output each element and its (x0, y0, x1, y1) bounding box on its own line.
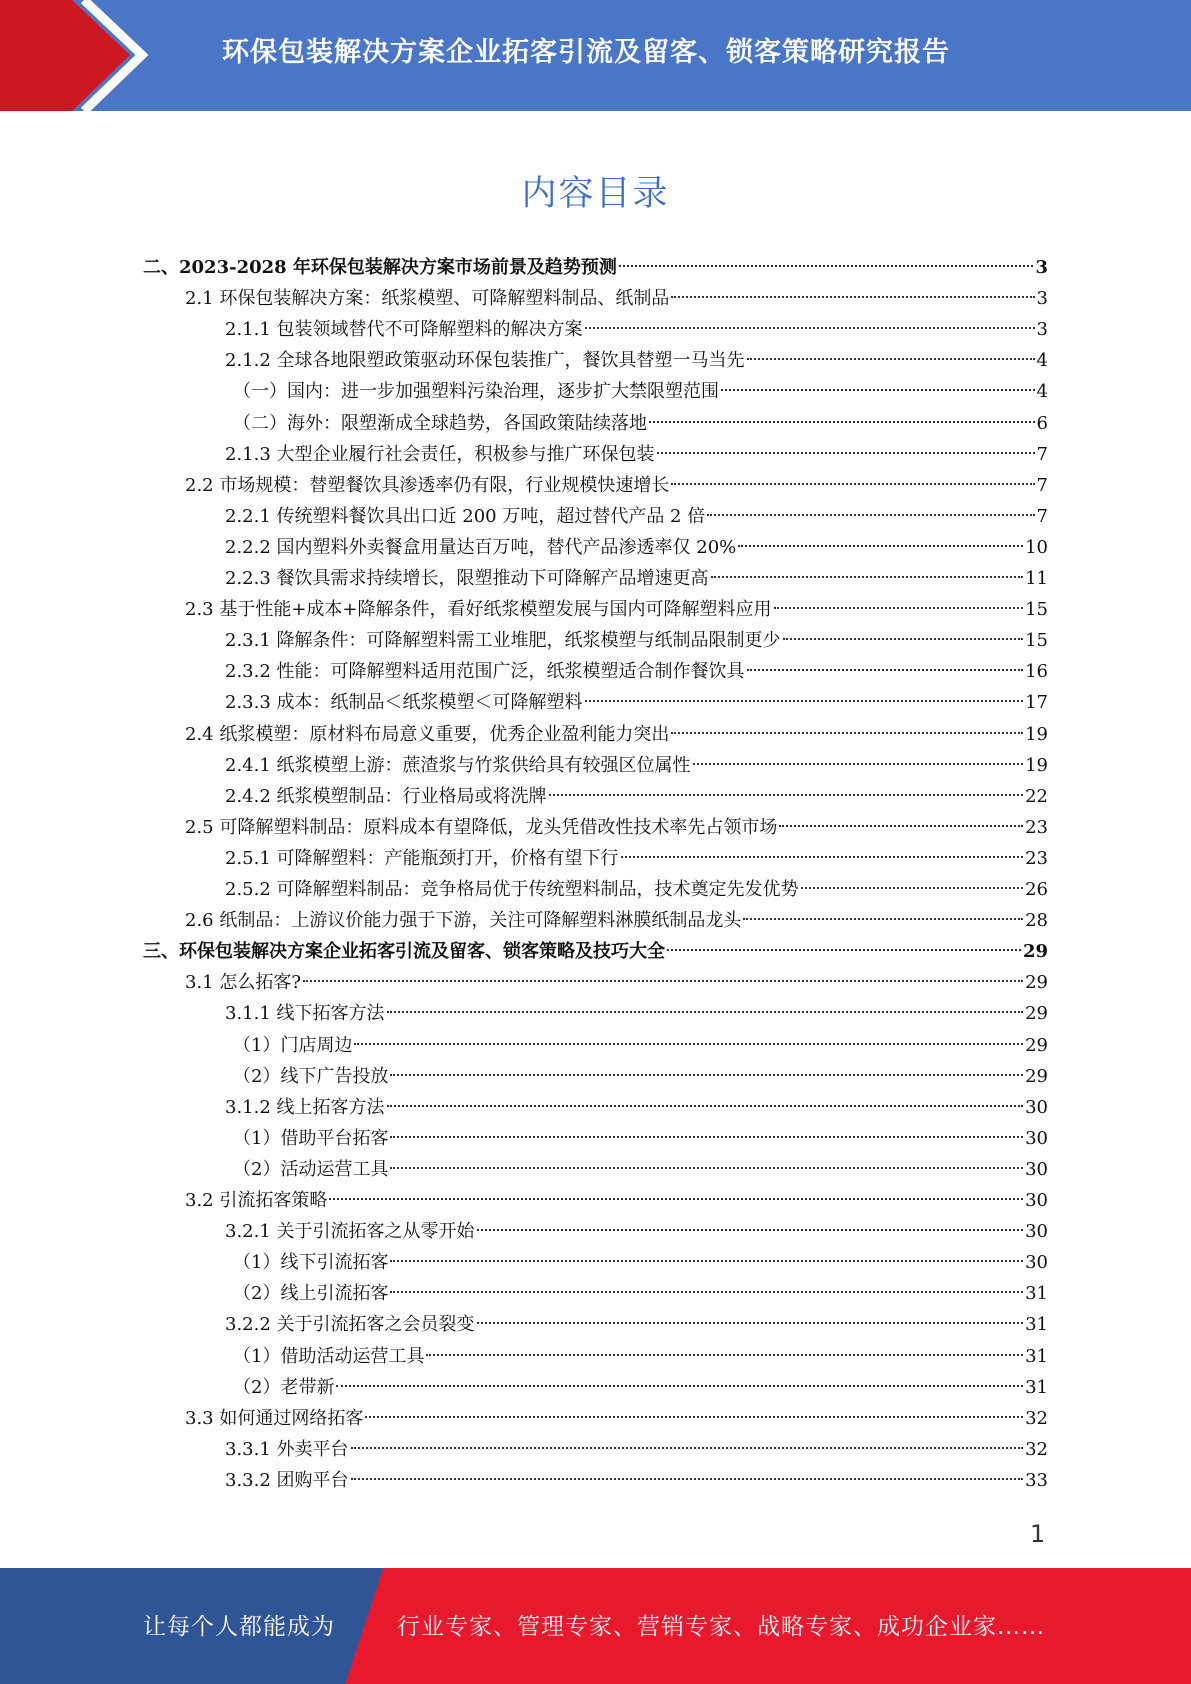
toc-entry-label: 2.1.2 全球各地限塑政策驱动环保包装推广，餐饮具替塑一马当先 (225, 350, 745, 371)
toc-entry-label: 2.3.1 降解条件：可降解塑料需工业堆肥，纸浆模塑与纸制品限制更少 (225, 630, 781, 651)
toc-leader-dots (779, 825, 1023, 827)
toc-entry-page: 7 (1036, 475, 1048, 496)
toc-entry-label: 3.3 如何通过网络拓客 (185, 1408, 364, 1429)
toc-entry-page: 30 (1025, 1190, 1048, 1211)
toc-leader-dots (354, 1043, 1023, 1045)
toc-entry[interactable] (185, 906, 1048, 936)
toc-entry-label: 2.1 环保包装解决方案：纸浆模塑、可降解塑料制品、纸制品 (185, 288, 670, 309)
toc-entry[interactable] (143, 937, 1048, 967)
toc-entry-page: 23 (1025, 848, 1048, 869)
toc-entry-page: 31 (1025, 1346, 1048, 1367)
toc-entry-page: 29 (1025, 972, 1048, 993)
toc-leader-dots (801, 887, 1024, 889)
toc-entry[interactable] (225, 502, 1048, 532)
toc-leader-dots (351, 1447, 1024, 1449)
toc-entry-label: 3.2 引流拓客策略 (185, 1190, 328, 1211)
toc-entry[interactable] (233, 1279, 1048, 1309)
toc-leader-dots (390, 1167, 1023, 1169)
toc-entry-page: 4 (1036, 381, 1048, 402)
toc-entry[interactable] (225, 844, 1048, 874)
toc-heading: 内容目录 (521, 174, 670, 214)
report-header (0, 0, 1191, 111)
toc-entry-page: 11 (1025, 568, 1048, 589)
toc-leader-dots (619, 265, 1034, 267)
toc-entry[interactable] (225, 751, 1048, 781)
toc-entry-page: 28 (1025, 910, 1048, 931)
toc-entry-page: 7 (1036, 444, 1048, 465)
toc-entry[interactable] (233, 1124, 1048, 1154)
toc-entry-page: 29 (1025, 1066, 1048, 1087)
toc-entry[interactable] (225, 1310, 1048, 1340)
toc-entry-page: 3 (1036, 288, 1048, 309)
toc-entry-label: （2）老带新 (233, 1377, 335, 1398)
toc-entry-page: 19 (1025, 755, 1048, 776)
toc-entry[interactable] (225, 315, 1048, 345)
toc-entry[interactable] (225, 1435, 1048, 1465)
toc-entry-page: 23 (1025, 817, 1048, 838)
toc-entry-page: 6 (1036, 413, 1048, 434)
toc-leader-dots (426, 1354, 1023, 1356)
toc-leader-dots (329, 1198, 1023, 1200)
toc-leader-dots (738, 545, 1023, 547)
toc-entry-page: 30 (1025, 1252, 1048, 1273)
toc-leader-dots (667, 949, 1021, 951)
toc-entry-label: 2.4.2 纸浆模塑制品：行业格局或将洗牌 (225, 786, 547, 807)
toc-entry[interactable] (225, 533, 1048, 563)
toc-entry-page: 26 (1025, 879, 1048, 900)
toc-entry-page: 31 (1025, 1377, 1048, 1398)
toc-leader-dots (721, 389, 1035, 391)
toc-entry-label: （1）线下引流拓客 (233, 1252, 389, 1273)
toc-entry[interactable] (225, 782, 1048, 812)
toc-entry[interactable] (225, 626, 1048, 656)
toc-entry[interactable] (233, 1248, 1048, 1278)
toc-entry[interactable] (185, 284, 1048, 314)
toc-leader-dots (783, 638, 1024, 640)
toc-entry-label: 2.1.1 包装领域替代不可降解塑料的解决方案 (225, 319, 583, 340)
toc-entry[interactable] (225, 1093, 1048, 1123)
toc-entry-page: 33 (1025, 1470, 1048, 1491)
toc-entry[interactable] (225, 440, 1048, 470)
toc-entry-label: 二、2023-2028 年环保包装解决方案市场前景及趋势预测 (143, 257, 617, 278)
toc-leader-dots (747, 669, 1024, 671)
toc-leader-dots (390, 1260, 1023, 1262)
toc-entry-page: 7 (1036, 506, 1048, 527)
toc-entry-label: 3.3.1 外卖平台 (225, 1439, 349, 1460)
toc-entry-label: 2.2.3 餐饮具需求持续增长，限塑推动下可降解产品增速更高 (225, 568, 709, 589)
toc-leader-dots (671, 296, 1034, 298)
toc-entry-label: 2.5.1 可降解塑料：产能瓶颈打开，价格有望下行 (225, 848, 619, 869)
toc-leader-dots (390, 1291, 1023, 1293)
toc-entry[interactable] (143, 253, 1048, 283)
toc-entry-label: 2.4.1 纸浆模塑上游：蔗渣浆与竹浆供给具有较强区位属性 (225, 755, 691, 776)
toc-entry-label: 2.3.2 性能：可降解塑料适用范围广泛，纸浆模塑适合制作餐饮具 (225, 661, 745, 682)
toc-entry-label: 2.3 基于性能+成本+降解条件，看好纸浆模塑发展与国内可降解塑料应用 (185, 599, 772, 620)
toc-leader-dots (365, 1416, 1023, 1418)
toc-entry[interactable] (225, 346, 1048, 376)
toc-entry-label: 2.5 可降解塑料制品：原料成本有望降低，龙头凭借改性技术率先占领市场 (185, 817, 778, 838)
toc-entry-page: 30 (1025, 1128, 1048, 1149)
toc-leader-dots (387, 1011, 1024, 1013)
toc-entry-page: 30 (1025, 1221, 1048, 1242)
report-title: 环保包装解决方案企业拓客引流及留客、锁客策略研究报告 (222, 37, 950, 68)
toc-entry-label: （二）海外：限塑渐成全球趋势，各国政策陆续落地 (233, 413, 647, 434)
toc-entry-page: 31 (1025, 1314, 1048, 1335)
toc-leader-dots (649, 421, 1035, 423)
page-number: 1 (1030, 1520, 1046, 1548)
toc-leader-dots (477, 1229, 1024, 1231)
toc-entry[interactable] (233, 1342, 1048, 1372)
toc-entry-label: 2.5.2 可降解塑料制品：竞争格局优于传统塑料制品，技术奠定先发优势 (225, 879, 799, 900)
toc-entry-label: 2.2.2 国内塑料外卖餐盒用量达百万吨，替代产品渗透率仅 20% (225, 537, 737, 558)
toc-entry[interactable] (225, 875, 1048, 905)
report-footer (0, 1568, 1191, 1684)
toc-entry[interactable] (225, 657, 1048, 687)
toc-entry-page: 29 (1025, 1035, 1048, 1056)
toc-entry-page: 31 (1025, 1283, 1048, 1304)
toc-entry-label: 2.4 纸浆模塑：原材料布局意义重要，优秀企业盈利能力突出 (185, 724, 670, 745)
toc-entry[interactable] (185, 720, 1048, 750)
toc-entry[interactable] (233, 1062, 1048, 1092)
toc-entry-page: 32 (1025, 1408, 1048, 1429)
toc-entry-page: 10 (1025, 537, 1048, 558)
toc-entry-label: （2）线上引流拓客 (233, 1283, 389, 1304)
toc-entry[interactable] (225, 1217, 1048, 1247)
toc-entry[interactable] (233, 1373, 1048, 1403)
toc-leader-dots (336, 1385, 1023, 1387)
toc-entry-page: 29 (1022, 941, 1048, 962)
toc-leader-dots (693, 763, 1024, 765)
toc-entry-page: 4 (1036, 350, 1048, 371)
toc-entry-label: （一）国内：进一步加强塑料污染治理，逐步扩大禁限塑范围 (233, 381, 719, 402)
toc-entry-label: 2.2 市场规模：替塑餐饮具渗透率仍有限，行业规模快速增长 (185, 475, 670, 496)
toc-leader-dots (477, 1322, 1024, 1324)
toc-entry-page: 22 (1025, 786, 1048, 807)
toc-entry[interactable] (185, 1404, 1048, 1434)
toc-entry-label: （2）线下广告投放 (233, 1066, 389, 1087)
toc-entry-page: 3 (1036, 319, 1048, 340)
toc-entry[interactable] (185, 595, 1048, 625)
toc-entry-label: 三、环保包装解决方案企业拓客引流及留客、锁客策略及技巧大全 (143, 941, 665, 962)
toc-entry[interactable] (185, 968, 1048, 998)
toc-entry-label: （1）借助平台拓客 (233, 1128, 389, 1149)
footer-slogan-left: 让每个人都能成为 (143, 1614, 335, 1640)
toc-entry-page: 16 (1025, 661, 1048, 682)
toc-entry-label: 3.1.2 线上拓客方法 (225, 1097, 385, 1118)
toc-entry-label: 3.3.2 团购平台 (225, 1470, 349, 1491)
toc-leader-dots (657, 452, 1035, 454)
toc-entry-page: 30 (1025, 1159, 1048, 1180)
toc-entry-label: 3.2.2 关于引流拓客之会员裂变 (225, 1314, 475, 1335)
toc-entry-page: 17 (1025, 692, 1048, 713)
toc-entry-label: （2）活动运营工具 (233, 1159, 389, 1180)
toc-leader-dots (621, 856, 1024, 858)
toc-entry-label: 3.2.1 关于引流拓客之从零开始 (225, 1221, 475, 1242)
toc-leader-dots (747, 358, 1035, 360)
toc-entry[interactable] (233, 409, 1048, 439)
toc-entry-label: 3.1 怎么拓客? (185, 972, 301, 993)
toc-entry-page: 19 (1025, 724, 1048, 745)
toc-leader-dots (774, 607, 1024, 609)
toc-leader-dots (390, 1074, 1023, 1076)
toc-leader-dots (390, 1136, 1023, 1138)
toc-leader-dots (711, 576, 1024, 578)
toc-leader-dots (351, 1478, 1024, 1480)
toc-entry[interactable] (225, 564, 1048, 594)
toc-entry[interactable] (233, 1031, 1048, 1061)
toc-entry-page: 3 (1035, 257, 1048, 278)
toc-leader-dots (707, 514, 1034, 516)
toc-entry-label: （1）门店周边 (233, 1035, 353, 1056)
toc-entry[interactable] (233, 1155, 1048, 1185)
toc-leader-dots (585, 700, 1024, 702)
toc-entry-page: 30 (1025, 1097, 1048, 1118)
toc-entry-page: 32 (1025, 1439, 1048, 1460)
toc-leader-dots (743, 918, 1023, 920)
toc-entry[interactable] (225, 1466, 1048, 1496)
header-arrow-decoration (0, 0, 160, 111)
toc-leader-dots (549, 794, 1024, 796)
footer-slogan-right: 行业专家、管理专家、营销专家、战略专家、成功企业家…… (397, 1614, 1045, 1640)
toc-leader-dots (671, 483, 1034, 485)
toc-leader-dots (585, 327, 1035, 329)
toc-entry-page: 15 (1025, 599, 1048, 620)
toc-entry-label: 3.1.1 线下拓客方法 (225, 1003, 385, 1024)
toc-leader-dots (303, 980, 1023, 982)
toc-entry-page: 29 (1025, 1003, 1048, 1024)
toc-entry[interactable] (185, 813, 1048, 843)
toc-entry[interactable] (225, 688, 1048, 718)
toc-entry-page: 15 (1025, 630, 1048, 651)
toc-entry[interactable] (185, 1186, 1048, 1216)
toc-leader-dots (387, 1105, 1024, 1107)
toc-entry-label: 2.2.1 传统塑料餐饮具出口近 200 万吨，超过替代产品 2 倍 (225, 506, 706, 527)
toc-entry-label: （1）借助活动运营工具 (233, 1346, 425, 1367)
toc-entry[interactable] (233, 377, 1048, 407)
toc-entry[interactable] (185, 471, 1048, 501)
toc-entry-label: 2.1.3 大型企业履行社会责任，积极参与推广环保包装 (225, 444, 655, 465)
toc-entry-label: 2.3.3 成本：纸制品＜纸浆模塑＜可降解塑料 (225, 692, 583, 713)
toc-leader-dots (671, 732, 1023, 734)
toc-entry-label: 2.6 纸制品：上游议价能力强于下游，关注可降解塑料淋膜纸制品龙头 (185, 910, 742, 931)
toc-entry[interactable] (225, 999, 1048, 1029)
